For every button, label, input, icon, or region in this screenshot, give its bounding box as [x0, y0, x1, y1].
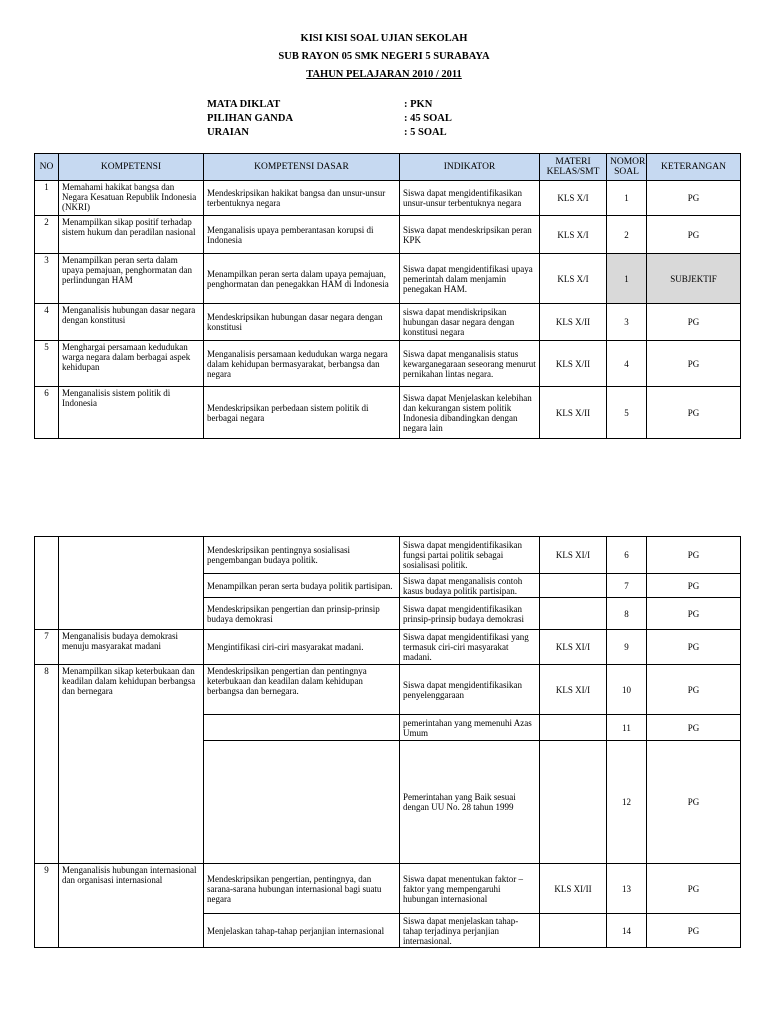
cell-kompetensi-dasar: Menampilkan peran serta budaya politik partisipan. [204, 574, 400, 598]
table-row [35, 181, 741, 216]
cell-materi: KLS XI/I [540, 537, 607, 574]
cell-keterangan: PG [647, 914, 741, 948]
table-row [35, 864, 741, 914]
cell-indikator: pemerintahan yang memenuhi Azas Umum [400, 715, 540, 741]
table-row [35, 304, 741, 341]
cell-indikator: Siswa dapat mengidentifikasikan prinsip-prinsip budaya demokrasi [400, 598, 540, 630]
cell-indikator: Siswa dapat mengidentifikasikan penyelenggaraan [400, 665, 540, 715]
cell-keterangan: SUBJEKTIF [647, 254, 741, 304]
table-row [35, 216, 741, 254]
cell-kompetensi-dasar [204, 715, 400, 741]
table-row [35, 665, 741, 715]
col-header-indikator: INDIKATOR [400, 154, 540, 181]
cell-materi: KLS X/II [540, 387, 607, 439]
cell-indikator: Siswa dapat mengidentifikasi yang termasuk ciri-ciri masyarakat madani. [400, 630, 540, 665]
meta-value-mata-diklat: : PKN [404, 99, 433, 110]
cell-indikator: Siswa dapat menentukan faktor – faktor yang mempengaruhi hubungan internasional [400, 864, 540, 914]
cell-kompetensi-dasar: Menjelaskan tahap-tahap perjanjian internasional [204, 914, 400, 948]
cell-kompetensi: Menampilkan sikap positif terhadap sistem hukum dan peradilan nasional [59, 216, 204, 254]
cell-keterangan: PG [647, 387, 741, 439]
cell-kompetensi-dasar: Menganalisis upaya pemberantasan korupsi di Indonesia [204, 216, 400, 254]
cell-keterangan: PG [647, 630, 741, 665]
col-header-kompetensi-dasar: KOMPETENSI DASAR [204, 154, 400, 181]
cell-nomor: 2 [607, 216, 647, 254]
cell-materi: KLS X/I [540, 181, 607, 216]
table-row [35, 341, 741, 387]
table-row [35, 537, 741, 574]
kisi-table-page-2 [34, 536, 741, 948]
cell-no: 6 [35, 387, 59, 439]
cell-no [35, 537, 59, 630]
cell-no: 5 [35, 341, 59, 387]
cell-kompetensi: Menganalisis hubungan dasar negara dengan konstitusi [59, 304, 204, 341]
cell-kompetensi-dasar: Mendeskripsikan hubungan dasar negara dengan konstitusi [204, 304, 400, 341]
cell-materi [540, 574, 607, 598]
cell-materi: KLS X/II [540, 304, 607, 341]
cell-materi [540, 914, 607, 948]
cell-nomor: 14 [607, 914, 647, 948]
cell-kompetensi-dasar: Mendeskripsikan pengertian, pentingnya, dan sarana-sarana hubungan internasional bagi suatu negara [204, 864, 400, 914]
cell-indikator: siswa dapat mendiskripsikan hubungan dasar negara dengan konstitusi negara [400, 304, 540, 341]
cell-kompetensi-dasar: Menampilkan peran serta dalam upaya pemajuan, penghormatan dan penegakkan HAM di Indonesia [204, 254, 400, 304]
cell-nomor: 11 [607, 715, 647, 741]
cell-no: 7 [35, 630, 59, 665]
cell-nomor: 8 [607, 598, 647, 630]
cell-kompetensi: Menghargai persamaan kedudukan warga negara dalam berbagai aspek kehidupan [59, 341, 204, 387]
cell-materi: KLS XI/I [540, 665, 607, 715]
cell-keterangan: PG [647, 741, 741, 864]
cell-kompetensi: Menampilkan peran serta dalam upaya pemajuan, penghormatan dan perlindungan HAM [59, 254, 204, 304]
cell-keterangan: PG [647, 598, 741, 630]
table-row [35, 254, 741, 304]
cell-no: 8 [35, 665, 59, 864]
cell-nomor: 6 [607, 537, 647, 574]
table-row [35, 630, 741, 665]
col-header-kompetensi: KOMPETENSI [59, 154, 204, 181]
cell-kompetensi-dasar: Mengintifikasi ciri-ciri masyarakat madani. [204, 630, 400, 665]
cell-no: 1 [35, 181, 59, 216]
cell-kompetensi-dasar: Menganalisis persamaan kedudukan warga negara dalam kehidupan bermasyarakat, berbangsa dan negara [204, 341, 400, 387]
table-row [35, 387, 741, 439]
cell-materi [540, 741, 607, 864]
cell-kompetensi: Menganalisis budaya demokrasi menuju masyarakat madani [59, 630, 204, 665]
cell-indikator: Siswa dapat mengidentifikasikan fungsi partai politik sebagai sosialisasi politik. [400, 537, 540, 574]
cell-keterangan: PG [647, 864, 741, 914]
cell-indikator: Pemerintahan yang Baik sesuai dengan UU No. 28 tahun 1999 [400, 741, 540, 864]
cell-kompetensi-dasar: Mendeskripsikan pentingnya sosialisasi pengembangan budaya politik. [204, 537, 400, 574]
cell-materi: KLS XI/II [540, 864, 607, 914]
cell-no: 3 [35, 254, 59, 304]
cell-indikator: Siswa dapat menganalisis contoh kasus budaya politik partisipan. [400, 574, 540, 598]
cell-nomor: 4 [607, 341, 647, 387]
meta-label-pilihan-ganda: PILIHAN GANDA [207, 113, 294, 124]
cell-no: 9 [35, 864, 59, 948]
doc-year: TAHUN PELAJARAN 2010 / 2011 [306, 69, 462, 80]
cell-keterangan: PG [647, 181, 741, 216]
cell-materi: KLS X/I [540, 254, 607, 304]
cell-nomor: 10 [607, 665, 647, 715]
cell-kompetensi-dasar: Mendeskripsikan pengertian dan pentingnya keterbukaan dan keadilan dalam kehidupan berbangsa dan bernegara. [204, 665, 400, 715]
cell-kompetensi: Menganalisis hubungan internasional dan organisasi internasional [59, 864, 204, 948]
cell-nomor: 9 [607, 630, 647, 665]
doc-subtitle: SUB RAYON 05 SMK NEGERI 5 SURABAYA [278, 51, 490, 62]
cell-nomor: 3 [607, 304, 647, 341]
cell-keterangan: PG [647, 537, 741, 574]
doc-title: KISI KISI SOAL UJIAN SEKOLAH [300, 33, 468, 44]
cell-materi [540, 715, 607, 741]
cell-kompetensi: Memahami hakikat bangsa dan Negara Kesatuan Republik Indonesia (NKRI) [59, 181, 204, 216]
cell-kompetensi-dasar: Mendeskripsikan pengertian dan prinsip-prinsip budaya demokrasi [204, 598, 400, 630]
cell-no: 2 [35, 216, 59, 254]
cell-nomor: 5 [607, 387, 647, 439]
cell-indikator: Siswa dapat mendeskripsikan peran KPK [400, 216, 540, 254]
cell-keterangan: PG [647, 715, 741, 741]
cell-nomor: 1 [607, 181, 647, 216]
cell-kompetensi-dasar [204, 741, 400, 864]
cell-materi: KLS X/I [540, 216, 607, 254]
cell-kompetensi [59, 537, 204, 630]
meta-label-mata-diklat: MATA DIKLAT [207, 99, 281, 110]
col-header-no: NO [35, 154, 59, 181]
cell-keterangan: PG [647, 304, 741, 341]
cell-keterangan: PG [647, 574, 741, 598]
cell-nomor: 1 [607, 254, 647, 304]
cell-materi: KLS XI/I [540, 630, 607, 665]
cell-indikator: Siswa dapat menjelaskan tahap-tahap terjadinya perjanjian internasional. [400, 914, 540, 948]
cell-keterangan: PG [647, 665, 741, 715]
kisi-table-page-1 [34, 153, 741, 439]
meta-value-pilihan-ganda: : 45 SOAL [404, 113, 452, 124]
cell-indikator: Siswa dapat menganalisis status kewarganegaraan seseorang menurut pernikahan lintas negara. [400, 341, 540, 387]
cell-no: 4 [35, 304, 59, 341]
cell-indikator: Siswa dapat mengidentifikasi upaya pemerintah dalam menjamin penegakan HAM. [400, 254, 540, 304]
cell-nomor: 13 [607, 864, 647, 914]
cell-keterangan: PG [647, 216, 741, 254]
cell-kompetensi-dasar: Mendeskripsikan perbedaan sistem politik di berbagai negara [204, 387, 400, 439]
cell-nomor: 7 [607, 574, 647, 598]
cell-materi [540, 598, 607, 630]
cell-materi: KLS X/II [540, 341, 607, 387]
cell-kompetensi: Menganalisis sistem politik di Indonesia [59, 387, 204, 439]
cell-nomor: 12 [607, 741, 647, 864]
cell-keterangan: PG [647, 341, 741, 387]
cell-indikator: Siswa dapat Menjelaskan kelebihan dan kekurangan sistem politik Indonesia dibandingkan dengan negara lain [400, 387, 540, 439]
cell-kompetensi-dasar: Mendeskripsikan hakikat bangsa dan unsur-unsur terbentuknya negara [204, 181, 400, 216]
col-header-materi: MATERI KELAS/SMT [540, 154, 607, 181]
cell-indikator: Siswa dapat mengidentifikasikan unsur-unsur terbentuknya negara [400, 181, 540, 216]
meta-value-uraian: : 5 SOAL [404, 127, 447, 138]
col-header-nomor: NOMOR SOAL [607, 154, 647, 181]
cell-kompetensi: Menampilkan sikap keterbukaan dan keadilan dalam kehidupan berbangsa dan bernegara [59, 665, 204, 864]
col-header-keterangan: KETERANGAN [647, 154, 741, 181]
meta-label-uraian: URAIAN [207, 127, 249, 138]
